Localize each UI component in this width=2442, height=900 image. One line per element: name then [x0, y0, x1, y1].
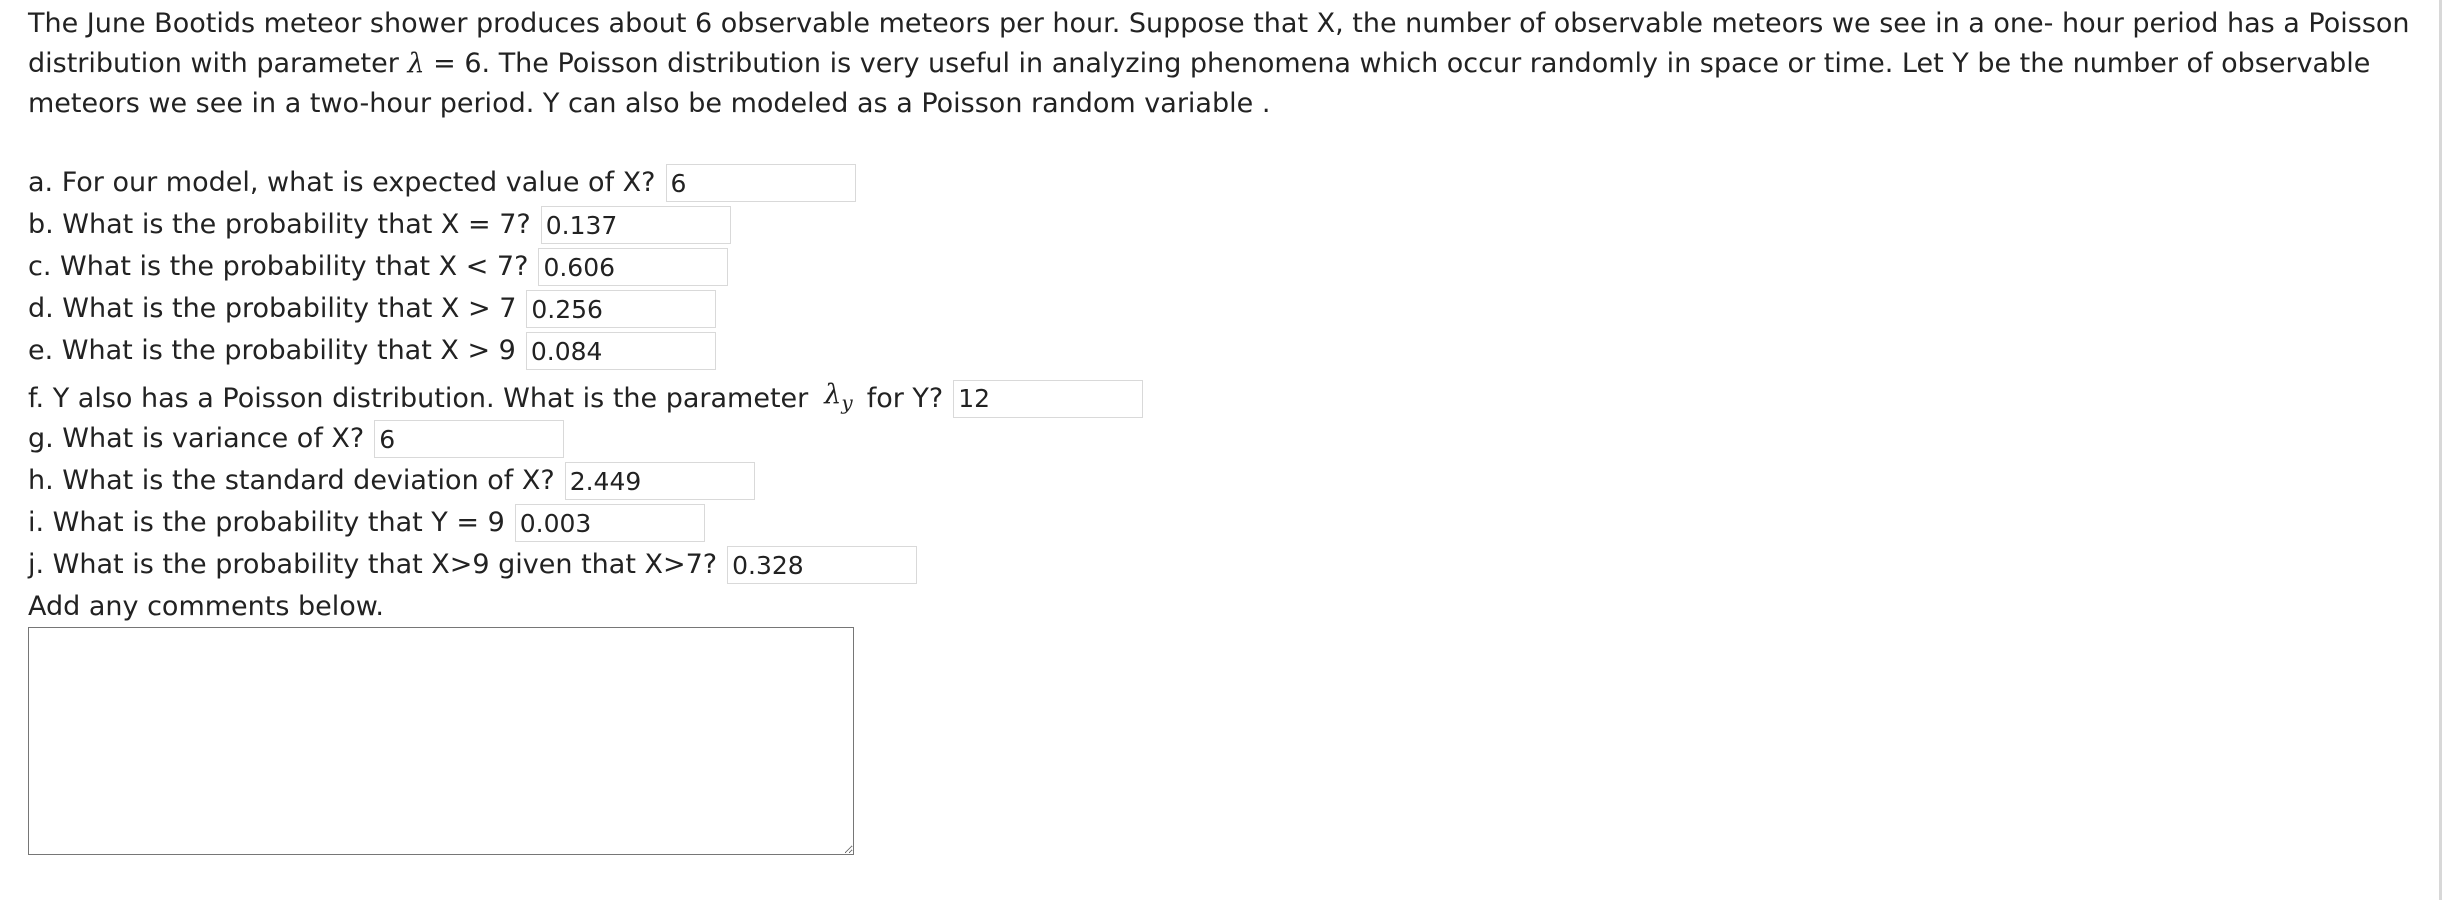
question-j	[28, 544, 917, 586]
question-e-label: e. What is the probability that X > 9	[28, 335, 516, 366]
question-i	[28, 502, 705, 544]
lambda-y-base: λ	[824, 379, 842, 410]
question-g	[28, 418, 564, 460]
lambda-symbol: λ	[407, 48, 425, 79]
question-a	[28, 162, 856, 204]
answer-h-input[interactable]	[565, 462, 755, 500]
question-h	[28, 460, 755, 502]
question-j-label: j. What is the probability that X>9 given that X>7?	[28, 549, 718, 580]
question-f	[28, 374, 1143, 423]
question-a-label: a. For our model, what is expected value of X?	[28, 167, 656, 198]
intro-text-2: = 6. The Poisson distribution is very useful in analyzing phenomena which occur randomly in space or time. Let Y be the number of observable meteors we see in a two-hour period. Y can also be modeled as a Poisson random variable .	[28, 48, 2371, 119]
answer-d-input[interactable]	[526, 290, 716, 328]
question-c	[28, 246, 728, 288]
answer-i-input[interactable]	[515, 504, 705, 542]
question-g-label: g. What is variance of X?	[28, 423, 365, 454]
intro-text-1: The June Bootids meteor shower produces about 6 observable meteors per hour. Suppose that X, the number of observable meteors we see in a one- hour period has a Poisson distribution with parameter	[28, 8, 2410, 79]
question-d	[28, 288, 716, 330]
answer-b-input[interactable]	[541, 206, 731, 244]
lambda-y-symbol	[824, 374, 852, 423]
comments-textarea[interactable]	[28, 627, 854, 855]
answer-e-input[interactable]	[526, 332, 716, 370]
question-c-label: c. What is the probability that X < 7?	[28, 251, 529, 282]
answer-j-input[interactable]	[727, 546, 917, 584]
problem-statement	[28, 4, 2418, 124]
answer-g-input[interactable]	[374, 420, 564, 458]
question-b	[28, 204, 731, 246]
answer-c-input[interactable]	[538, 248, 728, 286]
question-b-label: b. What is the probability that X = 7?	[28, 209, 531, 240]
question-f-label: f. Y also has a Poisson distribution. What is the parameter	[28, 382, 809, 414]
comments-label: Add any comments below.	[28, 591, 384, 622]
question-i-label: i. What is the probability that Y = 9	[28, 507, 505, 538]
question-f-label-2: for Y?	[866, 382, 944, 414]
answer-f-input[interactable]	[953, 380, 1143, 418]
lambda-y-subscript: y	[841, 390, 853, 415]
question-e	[28, 330, 716, 372]
question-d-label: d. What is the probability that X > 7	[28, 293, 517, 324]
answer-a-input[interactable]	[666, 164, 856, 202]
question-h-label: h. What is the standard deviation of X?	[28, 465, 555, 496]
